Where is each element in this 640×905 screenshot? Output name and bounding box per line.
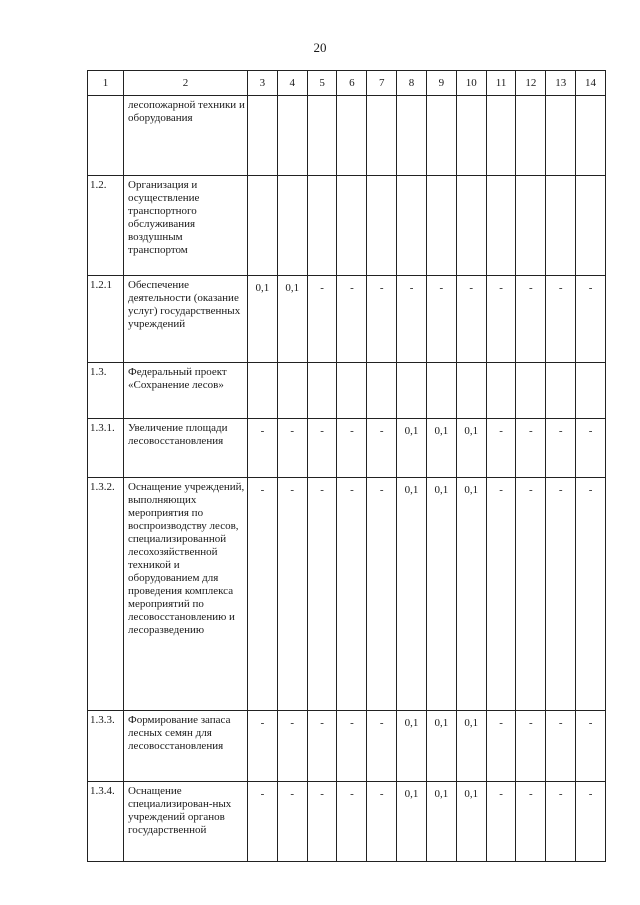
column-header: 12 xyxy=(516,71,546,96)
table-row xyxy=(88,478,606,711)
value-cell: - xyxy=(277,782,307,862)
value-cell: 0,1 xyxy=(248,276,278,363)
value-cell: - xyxy=(277,478,307,711)
value-cell xyxy=(307,96,337,176)
value-cell xyxy=(248,176,278,276)
value-cell xyxy=(546,176,576,276)
table-row xyxy=(88,96,606,176)
column-header: 9 xyxy=(426,71,456,96)
column-header: 6 xyxy=(337,71,367,96)
row-number: 1.3.4. xyxy=(88,782,124,862)
value-cell: 0,1 xyxy=(397,419,427,478)
row-number: 1.3.2. xyxy=(88,478,124,711)
row-number: 1.2.1 xyxy=(88,276,124,363)
table-header xyxy=(88,71,606,96)
value-cell: - xyxy=(546,478,576,711)
value-cell xyxy=(397,363,427,419)
value-cell xyxy=(277,96,307,176)
value-cell: 0,1 xyxy=(397,711,427,782)
value-cell xyxy=(248,96,278,176)
value-cell: - xyxy=(576,276,606,363)
value-cell xyxy=(456,363,486,419)
row-description: Оснащение учреждений, выполняющих мероприятия по воспроизводству лесов, специализированной лесохозяйственной техникой и оборудованием для проведения комплекса мероприятий по лесовосстановлению и лесоразведению xyxy=(124,478,248,711)
value-cell: - xyxy=(248,782,278,862)
value-cell: - xyxy=(337,276,367,363)
column-header: 13 xyxy=(546,71,576,96)
value-cell: - xyxy=(307,711,337,782)
value-cell: - xyxy=(277,419,307,478)
table-row xyxy=(88,176,606,276)
value-cell: - xyxy=(337,478,367,711)
value-cell xyxy=(546,363,576,419)
value-cell: - xyxy=(516,478,546,711)
value-cell: - xyxy=(486,419,516,478)
value-cell: - xyxy=(367,276,397,363)
value-cell: 0,1 xyxy=(426,419,456,478)
value-cell: - xyxy=(516,276,546,363)
value-cell: - xyxy=(367,782,397,862)
value-cell: - xyxy=(248,419,278,478)
column-header: 11 xyxy=(486,71,516,96)
value-cell xyxy=(337,96,367,176)
value-cell: 0,1 xyxy=(426,782,456,862)
value-cell: - xyxy=(486,478,516,711)
value-cell: - xyxy=(248,711,278,782)
data-table xyxy=(87,70,606,862)
column-header: 7 xyxy=(367,71,397,96)
table-row xyxy=(88,276,606,363)
value-cell xyxy=(576,96,606,176)
table-row xyxy=(88,363,606,419)
row-number: 1.3.3. xyxy=(88,711,124,782)
value-cell: - xyxy=(307,478,337,711)
row-description: Обеспечение деятельности (оказание услуг) государственных учреждений xyxy=(124,276,248,363)
value-cell xyxy=(367,96,397,176)
value-cell xyxy=(516,363,546,419)
value-cell: - xyxy=(516,782,546,862)
value-cell: - xyxy=(307,276,337,363)
row-description: Оснащение специализирован-ных учреждений органов государственной xyxy=(124,782,248,862)
value-cell xyxy=(486,176,516,276)
value-cell xyxy=(248,363,278,419)
row-description: Федеральный проект «Сохранение лесов» xyxy=(124,363,248,419)
value-cell xyxy=(307,363,337,419)
table-row xyxy=(88,711,606,782)
value-cell xyxy=(576,176,606,276)
column-header: 14 xyxy=(576,71,606,96)
value-cell xyxy=(546,96,576,176)
value-cell: - xyxy=(486,782,516,862)
column-header: 2 xyxy=(124,71,248,96)
row-description: Увеличение площади лесовосстановления xyxy=(124,419,248,478)
value-cell: - xyxy=(516,419,546,478)
value-cell: 0,1 xyxy=(397,782,427,862)
value-cell: - xyxy=(426,276,456,363)
column-header: 1 xyxy=(88,71,124,96)
value-cell xyxy=(486,96,516,176)
value-cell xyxy=(456,176,486,276)
value-cell: - xyxy=(307,782,337,862)
value-cell: - xyxy=(546,782,576,862)
column-header: 4 xyxy=(277,71,307,96)
value-cell: 0,1 xyxy=(456,782,486,862)
value-cell xyxy=(367,176,397,276)
table-row xyxy=(88,419,606,478)
value-cell xyxy=(337,176,367,276)
value-cell xyxy=(486,363,516,419)
value-cell: - xyxy=(486,711,516,782)
value-cell xyxy=(456,96,486,176)
value-cell xyxy=(426,176,456,276)
row-description: Формирование запаса лесных семян для лесовосстановления xyxy=(124,711,248,782)
value-cell: 0,1 xyxy=(426,711,456,782)
value-cell: - xyxy=(576,419,606,478)
value-cell: - xyxy=(576,711,606,782)
value-cell: - xyxy=(397,276,427,363)
column-header: 3 xyxy=(248,71,278,96)
value-cell: - xyxy=(307,419,337,478)
value-cell: - xyxy=(456,276,486,363)
row-number: 1.3. xyxy=(88,363,124,419)
value-cell: - xyxy=(337,711,367,782)
value-cell xyxy=(397,96,427,176)
value-cell: - xyxy=(576,478,606,711)
value-cell: - xyxy=(367,478,397,711)
table-row xyxy=(88,782,606,862)
value-cell: - xyxy=(367,419,397,478)
value-cell xyxy=(277,363,307,419)
value-cell xyxy=(576,363,606,419)
value-cell xyxy=(516,96,546,176)
value-cell: 0,1 xyxy=(426,478,456,711)
value-cell: - xyxy=(576,782,606,862)
row-description: Организация и осуществление транспортного обслуживания воздушным транспортом xyxy=(124,176,248,276)
column-header: 10 xyxy=(456,71,486,96)
column-header: 5 xyxy=(307,71,337,96)
row-number: 1.3.1. xyxy=(88,419,124,478)
value-cell xyxy=(277,176,307,276)
value-cell xyxy=(426,96,456,176)
value-cell: - xyxy=(546,711,576,782)
row-description: лесопожарной техники и оборудования xyxy=(124,96,248,176)
value-cell: 0,1 xyxy=(456,419,486,478)
row-number xyxy=(88,96,124,176)
value-cell: 0,1 xyxy=(277,276,307,363)
value-cell xyxy=(337,363,367,419)
value-cell: - xyxy=(248,478,278,711)
value-cell: - xyxy=(337,419,367,478)
value-cell: - xyxy=(546,276,576,363)
value-cell xyxy=(426,363,456,419)
value-cell: - xyxy=(367,711,397,782)
value-cell: 0,1 xyxy=(397,478,427,711)
value-cell xyxy=(367,363,397,419)
page-number: 20 xyxy=(313,40,327,55)
value-cell xyxy=(516,176,546,276)
value-cell: 0,1 xyxy=(456,478,486,711)
header-row xyxy=(88,71,606,96)
value-cell: - xyxy=(277,711,307,782)
table-body xyxy=(88,96,606,862)
value-cell: 0,1 xyxy=(456,711,486,782)
value-cell: - xyxy=(486,276,516,363)
value-cell: - xyxy=(546,419,576,478)
value-cell xyxy=(397,176,427,276)
row-number: 1.2. xyxy=(88,176,124,276)
value-cell xyxy=(307,176,337,276)
column-header: 8 xyxy=(397,71,427,96)
value-cell: - xyxy=(337,782,367,862)
value-cell: - xyxy=(516,711,546,782)
